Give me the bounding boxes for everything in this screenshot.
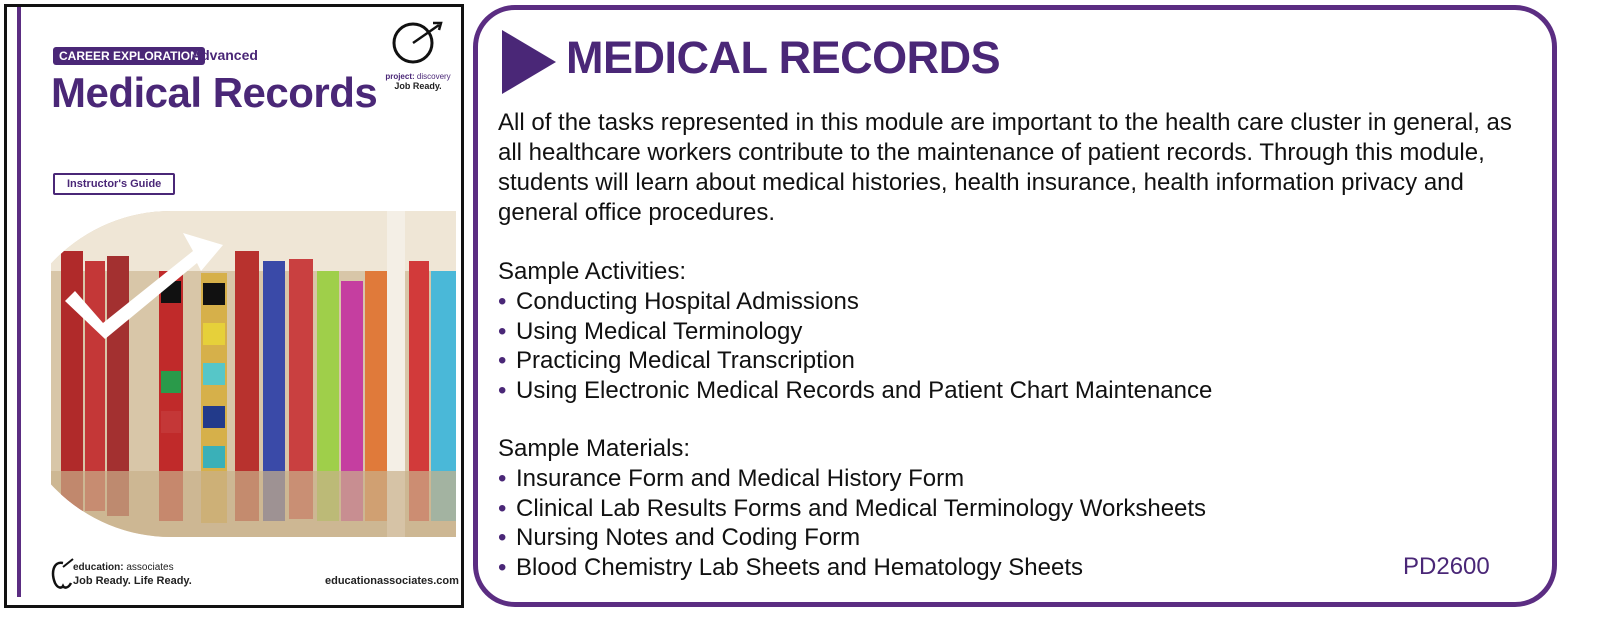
instructor-guide-badge: Instructor's Guide <box>53 173 175 195</box>
logo-tagline: Job Ready. <box>394 81 442 91</box>
logo-brand: project: discovery <box>385 72 451 81</box>
cover-title: Medical Records <box>51 69 378 116</box>
list-item: • Using Medical Terminology <box>498 317 803 345</box>
module-heading: MEDICAL RECORDS <box>566 32 1001 83</box>
activities-list <box>498 287 1212 405</box>
footer-url: educationassociates.com <box>325 575 459 587</box>
module-intro: All of the tasks represented in this module are important to the health care cluster in general, as all healthcare workers contribute to the maintenance of patient records. Through this module, students will learn about medical histories, health insurance, health information privacy and general office procedures. <box>498 109 1512 226</box>
file-folders-photo <box>51 211 456 537</box>
materials-title: Sample Materials: <box>498 435 691 462</box>
list-item: • Using Electronic Medical Records and Patient Chart Maintenance <box>498 376 1213 404</box>
education-associates-logo-icon <box>51 555 75 591</box>
list-item: • Blood Chemistry Lab Sheets and Hematology Sheets <box>498 553 1083 581</box>
cover-stripe <box>17 7 21 597</box>
footer-slogan: Job Ready. Life Ready. <box>73 575 192 587</box>
module-description-panel <box>473 5 1557 607</box>
list-item: • Insurance Form and Medical History Form <box>498 465 965 492</box>
level-label: Advanced <box>191 47 258 63</box>
product-code: PD2600 <box>1403 553 1490 580</box>
list-item: • Clinical Lab Results Forms and Medical Terminology Worksheets <box>498 494 1207 522</box>
materials-list <box>498 464 1206 582</box>
book-cover <box>4 4 464 608</box>
apple-arrow-logo-icon <box>389 17 447 65</box>
list-item: • Practicing Medical Transcription <box>498 347 855 374</box>
list-item: • Nursing Notes and Coding Form <box>498 524 861 551</box>
project-discovery-logo <box>383 17 453 91</box>
career-tag: CAREER EXPLORATION <box>53 47 205 65</box>
footer-brand: education: associates <box>73 562 174 573</box>
activities-title: Sample Activities: <box>498 258 687 285</box>
play-triangle-icon <box>502 30 556 94</box>
list-item: • Conducting Hospital Admissions <box>498 288 859 315</box>
